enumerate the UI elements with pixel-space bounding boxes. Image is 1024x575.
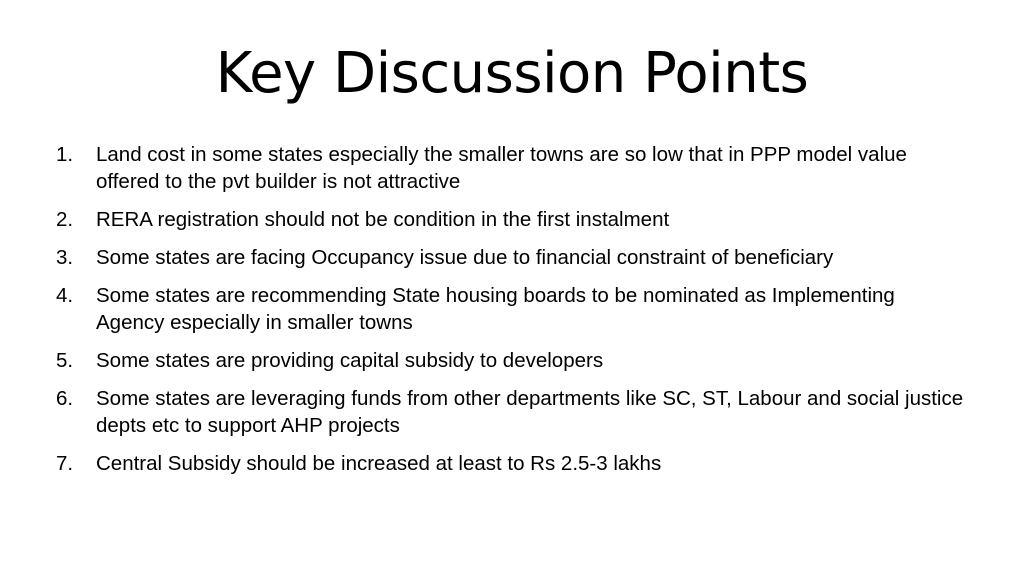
discussion-points-list <box>56 141 966 488</box>
list-item-text: Some states are facing Occupancy issue due to financial constraint of beneficiary <box>96 246 834 269</box>
list-item <box>56 141 966 195</box>
list-item-number: 1. <box>56 143 74 166</box>
slide-title: Key Discussion Points <box>215 41 809 106</box>
list-item <box>56 450 966 477</box>
list-item <box>56 206 966 233</box>
list-item-text: Central Subsidy should be increased at least to Rs 2.5-3 lakhs <box>96 452 662 475</box>
list-item-number: 6. <box>56 387 74 410</box>
list-item-text: Some states are recommending State housing boards to be nominated as Implementing Agency especially in smaller towns <box>96 284 895 334</box>
list-item-text: Some states are leveraging funds from other departments like SC, ST, Labour and social justice depts etc to support AHP projects <box>96 387 964 437</box>
list-item-number: 2. <box>56 208 74 231</box>
list-item <box>56 282 966 336</box>
list-item-number: 3. <box>56 246 74 269</box>
list-item-number: 4. <box>56 284 74 307</box>
list-item-text: Some states are providing capital subsidy to developers <box>96 349 604 372</box>
list-item-text: Land cost in some states especially the smaller towns are so low that in PPP model value offered to the pvt builder is not attractive <box>96 143 907 193</box>
list-item <box>56 385 966 439</box>
list-item-text: RERA registration should not be condition in the first instalment <box>96 208 670 231</box>
list-item <box>56 347 966 374</box>
list-item <box>56 244 966 271</box>
list-item-number: 5. <box>56 349 74 372</box>
list-item-number: 7. <box>56 452 74 475</box>
